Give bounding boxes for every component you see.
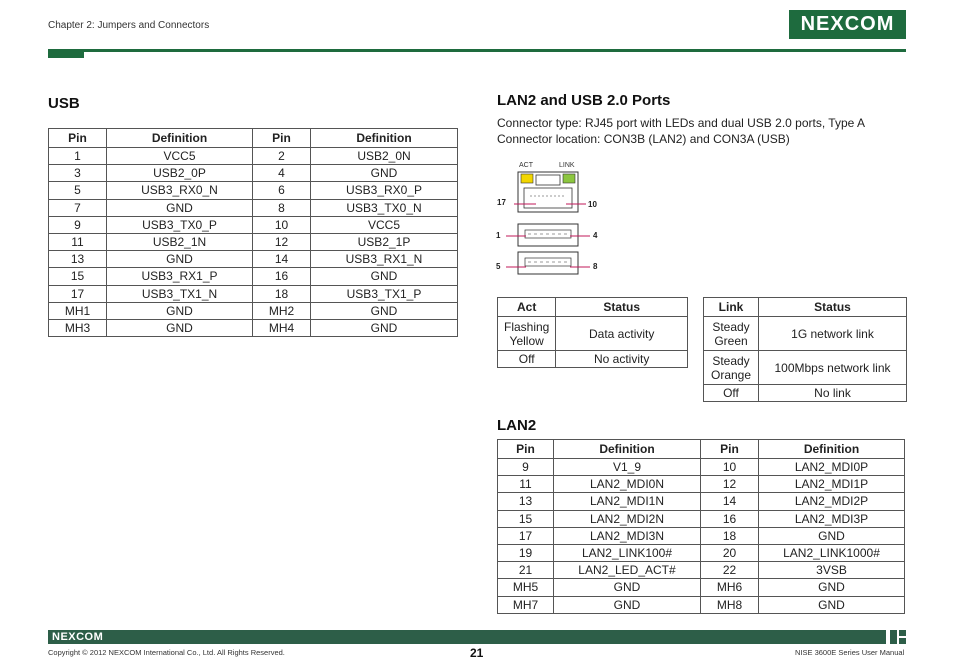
table-cell: 5 <box>49 182 107 199</box>
link-led-table <box>703 297 907 402</box>
table-cell: GND <box>311 302 458 319</box>
table-cell: Data activity <box>556 317 688 351</box>
table-cell: GND <box>554 596 701 613</box>
table-row <box>49 216 458 233</box>
act-label: ACT <box>519 162 533 169</box>
footer-bar <box>48 630 886 644</box>
table-row <box>498 562 905 579</box>
table-cell: Steady Orange <box>704 351 759 385</box>
column-header: Status <box>556 298 688 317</box>
table-cell: Flashing Yellow <box>498 317 556 351</box>
table-row <box>49 165 458 182</box>
table-cell: 9 <box>49 216 107 233</box>
table-cell: LAN2_MDI3P <box>759 510 905 527</box>
manual-title: NISE 3600E Series User Manual <box>795 648 905 657</box>
table-header-row <box>498 440 905 459</box>
table-row <box>49 285 458 302</box>
table-row <box>49 302 458 319</box>
usb-title: USB <box>48 95 80 112</box>
table-cell: MH1 <box>49 302 107 319</box>
table-cell: GND <box>759 527 905 544</box>
table-cell: LAN2_MDI1P <box>759 476 905 493</box>
table-cell: LAN2_MDI0N <box>554 476 701 493</box>
link-led <box>563 174 575 183</box>
table-cell: MH3 <box>49 319 107 336</box>
table-cell: 12 <box>253 233 311 250</box>
lan-usb-title: LAN2 and USB 2.0 Ports <box>497 92 671 109</box>
page-number: 21 <box>470 646 484 660</box>
table-cell: 15 <box>49 268 107 285</box>
pin-label: 17 <box>497 198 506 207</box>
table-cell: 15 <box>498 510 554 527</box>
table-row <box>49 199 458 216</box>
header-rule <box>48 49 906 52</box>
table-row <box>49 319 458 336</box>
table-header-row <box>704 298 907 317</box>
table-cell: Off <box>704 385 759 402</box>
table-cell: USB2_0N <box>311 148 458 165</box>
table-cell: 1 <box>49 148 107 165</box>
table-cell: Off <box>498 351 556 368</box>
table-cell: V1_9 <box>554 459 701 476</box>
table-cell: 21 <box>498 562 554 579</box>
table-row <box>49 182 458 199</box>
pin-label: 8 <box>593 262 598 271</box>
connector-location-text: Connector location: CON3B (LAN2) and CON3A (USB) <box>497 132 790 146</box>
table-row <box>704 385 907 402</box>
table-row <box>49 233 458 250</box>
table-cell: 7 <box>49 199 107 216</box>
table-cell: LAN2_LINK100# <box>554 544 701 561</box>
lan2-pin-table <box>497 439 905 614</box>
table-cell: 14 <box>701 493 759 510</box>
table-cell: 6 <box>253 182 311 199</box>
table-cell: GND <box>107 199 253 216</box>
table-row <box>498 596 905 613</box>
table-cell: 19 <box>498 544 554 561</box>
table-row <box>498 579 905 596</box>
table-cell: USB3_TX0_P <box>107 216 253 233</box>
table-cell: LAN2_MDI2P <box>759 493 905 510</box>
table-cell: No link <box>759 385 907 402</box>
act-led-table <box>497 297 688 368</box>
table-cell: USB2_0P <box>107 165 253 182</box>
rj45-opening <box>524 188 572 208</box>
table-cell: MH4 <box>253 319 311 336</box>
table-cell: No activity <box>556 351 688 368</box>
table-cell: MH8 <box>701 596 759 613</box>
table-cell: 20 <box>701 544 759 561</box>
table-row <box>498 459 905 476</box>
column-header: Pin <box>49 129 107 148</box>
rj45-usb-connector-diagram <box>494 158 609 278</box>
table-cell: GND <box>311 165 458 182</box>
table-cell: USB3_RX0_P <box>311 182 458 199</box>
column-header: Pin <box>701 440 759 459</box>
pin-label: 1 <box>496 231 501 240</box>
table-cell: 13 <box>49 251 107 268</box>
table-row <box>498 544 905 561</box>
table-cell: GND <box>107 251 253 268</box>
table-cell: USB2_1N <box>107 233 253 250</box>
table-row <box>49 148 458 165</box>
table-cell: 3 <box>49 165 107 182</box>
table-row <box>498 317 688 351</box>
lan2-title: LAN2 <box>497 417 537 434</box>
table-cell: 16 <box>701 510 759 527</box>
pin-label: 4 <box>593 231 598 240</box>
table-cell: 17 <box>49 285 107 302</box>
column-header: Pin <box>253 129 311 148</box>
table-cell: GND <box>759 596 905 613</box>
nexcom-logo <box>789 10 906 39</box>
table-cell: 16 <box>253 268 311 285</box>
table-cell: 10 <box>253 216 311 233</box>
header-rule-accent <box>48 49 84 58</box>
table-cell: LAN2_MDI2N <box>554 510 701 527</box>
table-cell: GND <box>759 579 905 596</box>
table-cell: USB3_RX1_N <box>311 251 458 268</box>
table-cell: 11 <box>498 476 554 493</box>
table-cell: 14 <box>253 251 311 268</box>
table-cell: 9 <box>498 459 554 476</box>
column-header: Status <box>759 298 907 317</box>
table-cell: 13 <box>498 493 554 510</box>
chapter-heading: Chapter 2: Jumpers and Connectors <box>48 20 210 31</box>
table-row <box>704 351 907 385</box>
table-row <box>704 317 907 351</box>
table-cell: VCC5 <box>311 216 458 233</box>
footer-logo: NEXCOM <box>52 631 104 643</box>
table-cell: MH6 <box>701 579 759 596</box>
table-header-row <box>498 298 688 317</box>
table-cell: 12 <box>701 476 759 493</box>
table-cell: GND <box>554 579 701 596</box>
column-header: Pin <box>498 440 554 459</box>
table-cell: USB3_RX0_N <box>107 182 253 199</box>
table-cell: USB2_1P <box>311 233 458 250</box>
table-cell: 1G network link <box>759 317 907 351</box>
table-cell: MH2 <box>253 302 311 319</box>
table-cell: GND <box>311 319 458 336</box>
logo-text: NEXCOM <box>800 13 895 35</box>
table-header-row <box>49 129 458 148</box>
pin-label: 5 <box>496 262 501 271</box>
column-header: Definition <box>311 129 458 148</box>
table-cell: USB3_TX1_P <box>311 285 458 302</box>
table-cell: LAN2_MDI3N <box>554 527 701 544</box>
table-cell: 4 <box>253 165 311 182</box>
table-cell: LAN2_LED_ACT# <box>554 562 701 579</box>
table-cell: GND <box>311 268 458 285</box>
table-row <box>498 351 688 368</box>
table-cell: 100Mbps network link <box>759 351 907 385</box>
act-led <box>521 174 533 183</box>
column-header: Act <box>498 298 556 317</box>
table-cell: GND <box>107 302 253 319</box>
copyright-text: Copyright © 2012 NEXCOM International Co., Ltd. All Rights Reserved. <box>48 648 285 657</box>
table-row <box>49 268 458 285</box>
column-header: Definition <box>107 129 253 148</box>
usb-pin-table <box>48 128 458 337</box>
table-cell: 2 <box>253 148 311 165</box>
table-cell: MH5 <box>498 579 554 596</box>
table-cell: GND <box>107 319 253 336</box>
table-cell: 11 <box>49 233 107 250</box>
table-row <box>498 527 905 544</box>
table-cell: 8 <box>253 199 311 216</box>
table-cell: VCC5 <box>107 148 253 165</box>
connector-type-text: Connector type: RJ45 port with LEDs and dual USB 2.0 ports, Type A <box>497 116 865 130</box>
link-label: LINK <box>559 162 575 169</box>
table-row <box>498 493 905 510</box>
table-cell: LAN2_MDI1N <box>554 493 701 510</box>
table-cell: USB3_TX1_N <box>107 285 253 302</box>
table-row <box>498 510 905 527</box>
table-cell: 22 <box>701 562 759 579</box>
table-row <box>498 476 905 493</box>
table-cell: USB3_TX0_N <box>311 199 458 216</box>
column-header: Link <box>704 298 759 317</box>
table-row <box>49 251 458 268</box>
table-cell: 3VSB <box>759 562 905 579</box>
table-cell: 17 <box>498 527 554 544</box>
table-cell: 18 <box>253 285 311 302</box>
table-cell: Steady Green <box>704 317 759 351</box>
footer-squares-decoration <box>890 630 906 644</box>
table-cell: LAN2_MDI0P <box>759 459 905 476</box>
column-header: Definition <box>759 440 905 459</box>
rj45-latch <box>536 175 560 185</box>
table-cell: 18 <box>701 527 759 544</box>
table-cell: 10 <box>701 459 759 476</box>
table-cell: LAN2_LINK1000# <box>759 544 905 561</box>
column-header: Definition <box>554 440 701 459</box>
table-cell: MH7 <box>498 596 554 613</box>
table-cell: USB3_RX1_P <box>107 268 253 285</box>
pin-label: 10 <box>588 200 597 209</box>
